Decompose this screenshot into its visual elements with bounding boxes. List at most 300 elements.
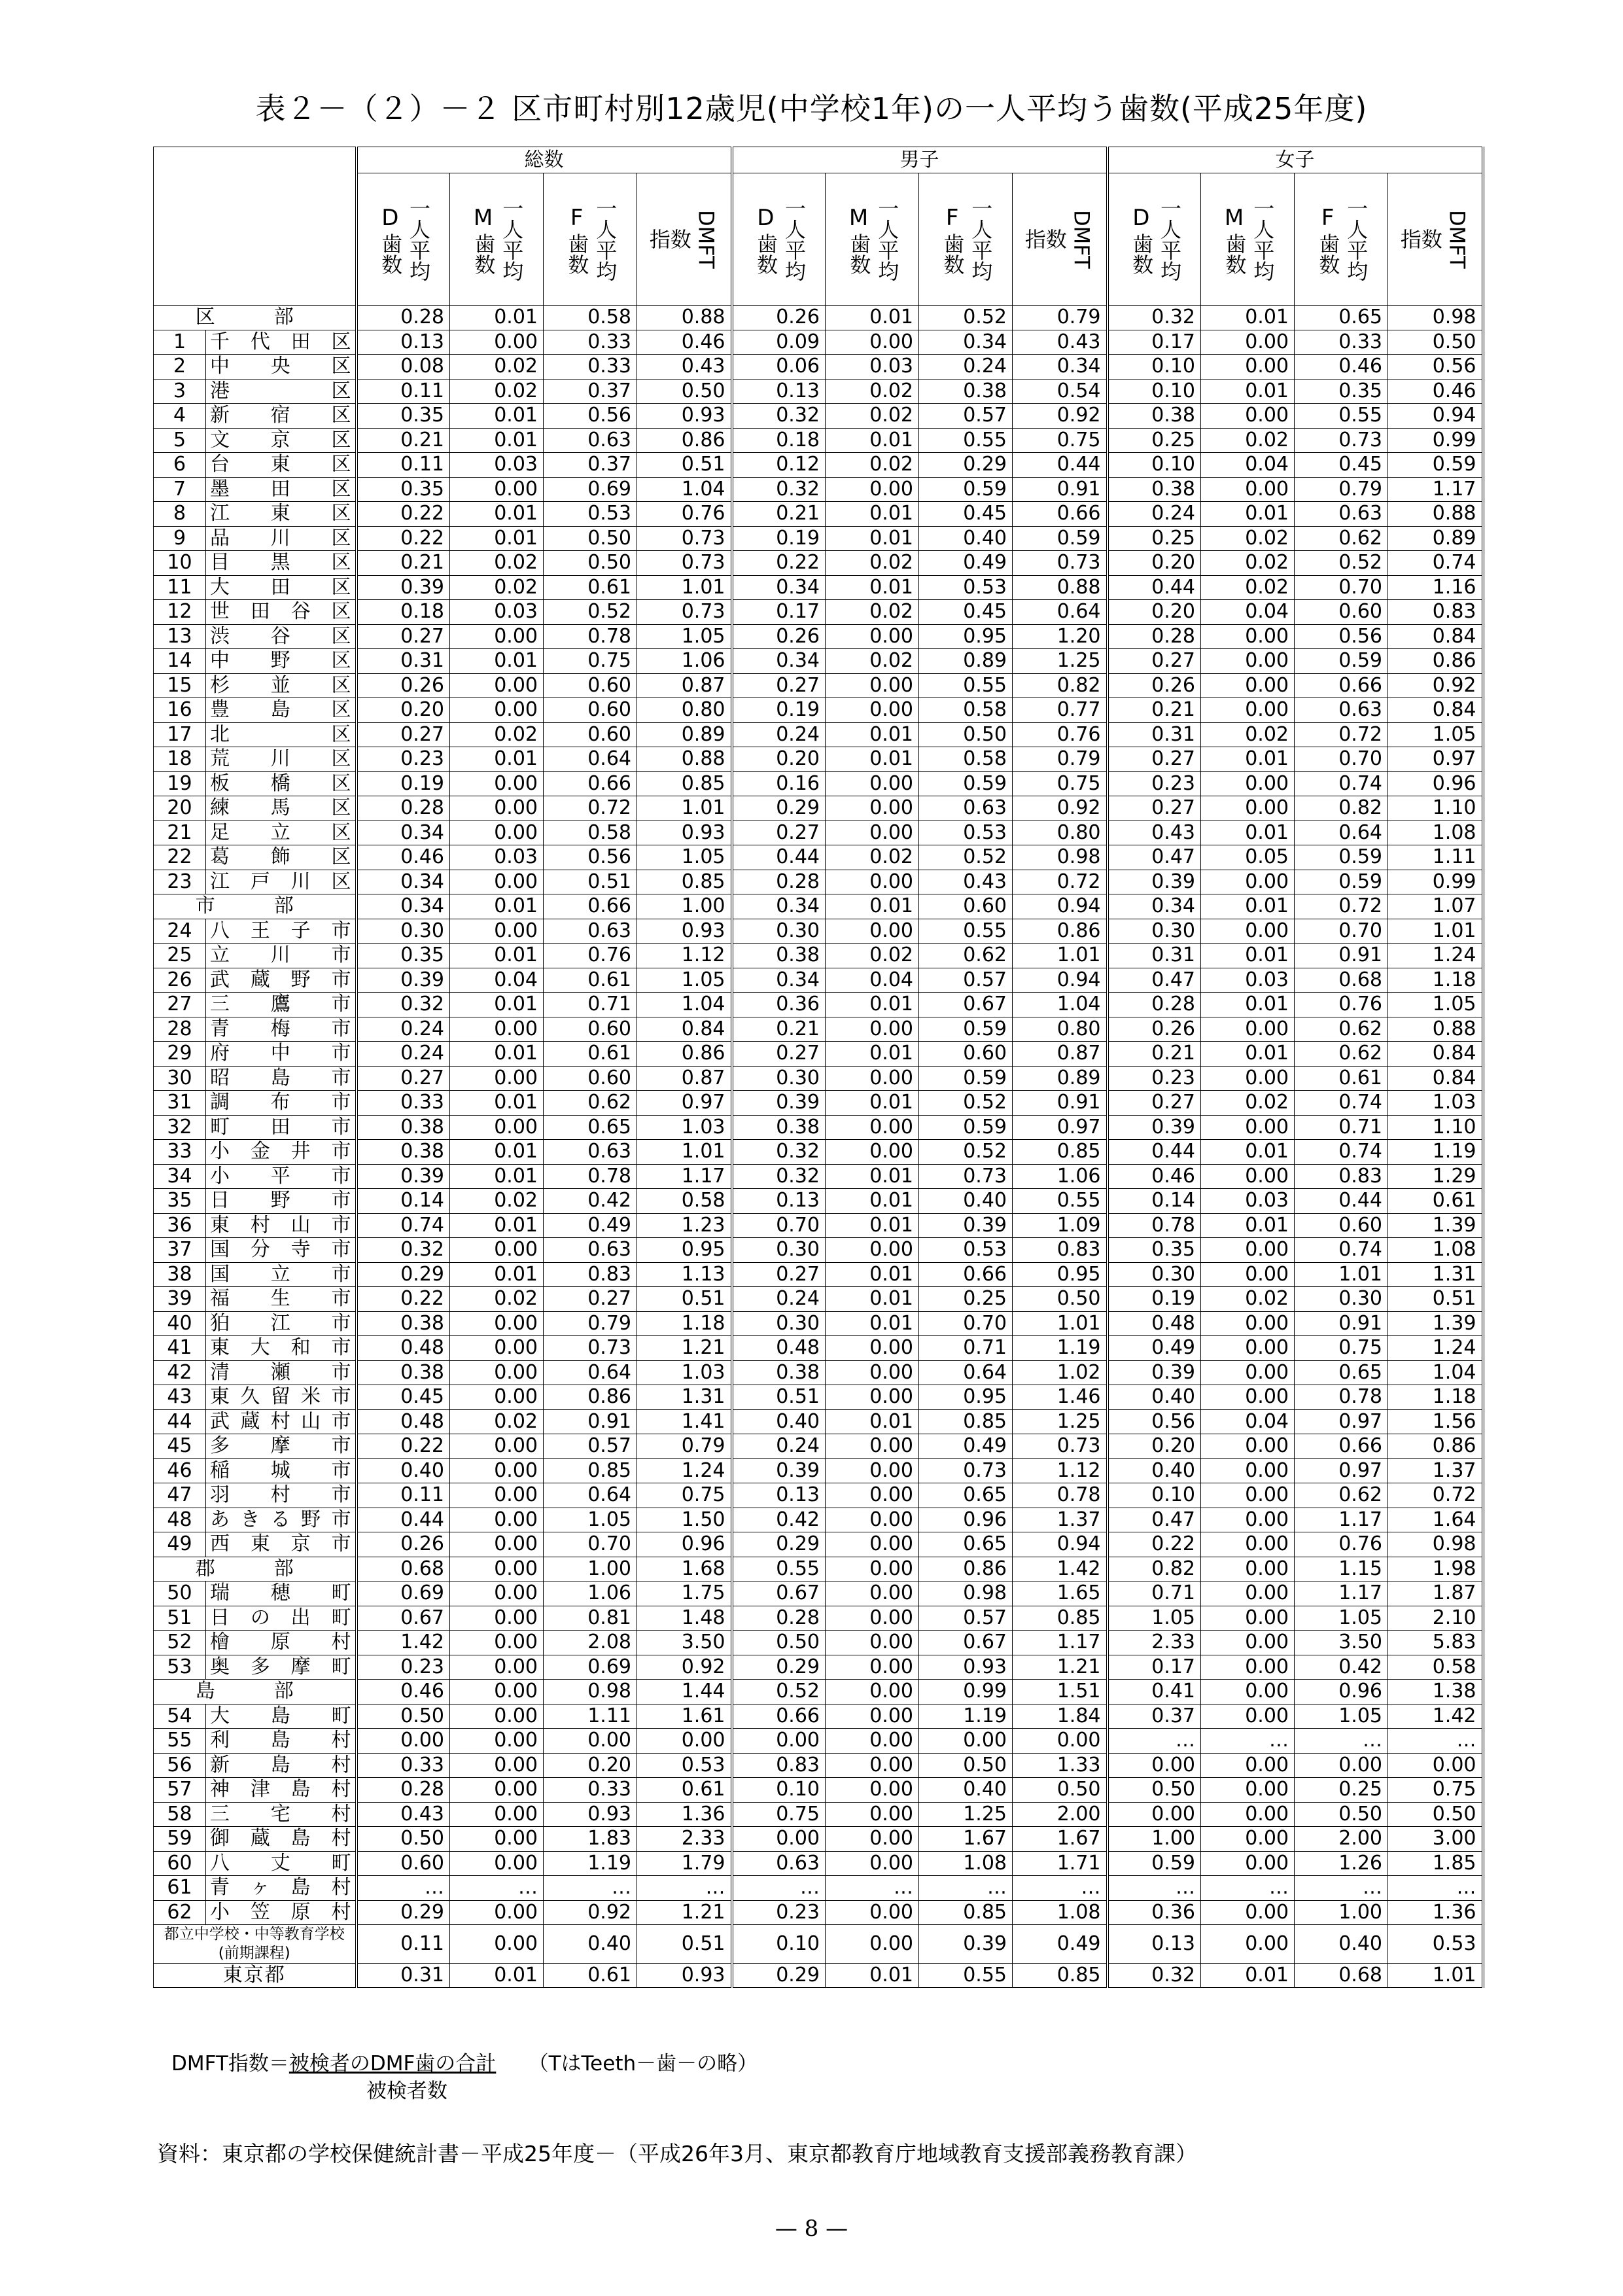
value-cell: 0.00 <box>1201 870 1295 894</box>
value-cell: 0.00 <box>826 919 919 944</box>
value-cell: 0.63 <box>544 1238 637 1263</box>
value-cell: 0.24 <box>1108 502 1201 527</box>
table-row <box>154 551 1483 576</box>
value-cell: 0.79 <box>637 1434 732 1459</box>
value-cell: 0.02 <box>826 379 919 404</box>
value-cell: 0.02 <box>826 404 919 429</box>
value-cell: 0.48 <box>1108 1311 1201 1336</box>
value-cell: 0.71 <box>544 993 637 1017</box>
col-vertical-text: 一人平均 <box>968 197 994 281</box>
value-cell: 0.70 <box>919 1311 1013 1336</box>
value-cell: 0.30 <box>357 919 450 944</box>
value-cell: 0.64 <box>1295 821 1388 845</box>
value-cell: 0.00 <box>826 1827 919 1852</box>
value-cell: 1.21 <box>637 1336 732 1361</box>
col-label: 歯数 <box>565 232 590 275</box>
value-cell: 0.67 <box>919 993 1013 1017</box>
value-cell: 0.56 <box>1108 1409 1201 1434</box>
row-number: 33 <box>154 1140 206 1165</box>
value-cell: 0.00 <box>826 1017 919 1042</box>
value-cell: 0.35 <box>1295 379 1388 404</box>
value-cell: 0.40 <box>1108 1458 1201 1483</box>
value-cell: 0.34 <box>732 968 826 993</box>
value-cell: 0.85 <box>544 1458 637 1483</box>
value-cell: 1.10 <box>1388 796 1483 821</box>
value-cell: 0.60 <box>919 894 1013 919</box>
value-cell: 0.01 <box>826 1287 919 1312</box>
value-cell: 0.91 <box>544 1409 637 1434</box>
municipality-name: 西東京市 <box>206 1532 357 1557</box>
value-cell: 0.53 <box>919 821 1013 845</box>
value-cell: 1.38 <box>1388 1680 1483 1704</box>
page-title: 表２－（２）－２ 区市町村別12歳児(中学校1年)の一人平均う歯数(平成25年度) <box>255 91 1368 126</box>
value-cell: 0.10 <box>732 1778 826 1803</box>
value-cell: 0.78 <box>1108 1213 1201 1238</box>
value-cell: 0.47 <box>1108 968 1201 993</box>
value-cell: 0.85 <box>637 771 732 796</box>
value-cell: 0.89 <box>637 722 732 747</box>
table-row <box>154 379 1483 404</box>
value-cell: 1.36 <box>637 1802 732 1827</box>
value-cell: 1.42 <box>1388 1704 1483 1729</box>
value-cell: 0.61 <box>637 1778 732 1803</box>
value-cell: … <box>732 1876 826 1901</box>
value-cell: 0.91 <box>1013 1091 1108 1116</box>
value-cell: 0.50 <box>732 1631 826 1655</box>
value-cell: 0.58 <box>544 821 637 845</box>
value-cell: 0.50 <box>919 722 1013 747</box>
municipality-name: 奥多摩町 <box>206 1655 357 1680</box>
row-number: 37 <box>154 1238 206 1263</box>
value-cell: 0.01 <box>450 1140 544 1165</box>
column-header <box>637 173 732 306</box>
value-cell: 1.11 <box>544 1704 637 1729</box>
value-cell: 0.00 <box>826 1655 919 1680</box>
value-cell: 0.02 <box>1201 1091 1295 1116</box>
value-cell: 0.03 <box>450 845 544 870</box>
municipality-name: 青ヶ島村 <box>206 1876 357 1901</box>
total-row <box>154 1963 1483 1988</box>
value-cell: 1.07 <box>1388 894 1483 919</box>
value-cell: 0.00 <box>1201 1164 1295 1189</box>
table-row <box>154 1876 1483 1901</box>
value-cell: 0.82 <box>1108 1557 1201 1581</box>
municipality-name: 品川区 <box>206 526 357 551</box>
col-label: 歯数 <box>1222 232 1248 275</box>
value-cell: 0.00 <box>450 1778 544 1803</box>
value-cell: 1.05 <box>1388 993 1483 1017</box>
row-number: 30 <box>154 1066 206 1091</box>
municipality-name: 小金井市 <box>206 1140 357 1165</box>
municipality-name: 東大和市 <box>206 1336 357 1361</box>
row-number: 12 <box>154 600 206 625</box>
value-cell: 1.44 <box>637 1680 732 1704</box>
value-cell: 0.00 <box>826 1900 919 1925</box>
value-cell: 0.65 <box>919 1483 1013 1508</box>
value-cell: 0.26 <box>1108 1017 1201 1042</box>
value-cell: 0.75 <box>1388 1778 1483 1803</box>
value-cell: 0.60 <box>919 1042 1013 1067</box>
value-cell: 0.00 <box>450 1606 544 1631</box>
value-cell: 0.39 <box>732 1458 826 1483</box>
value-cell: 0.01 <box>826 1189 919 1214</box>
value-cell: 0.87 <box>1013 1042 1108 1067</box>
value-cell: 0.00 <box>1201 477 1295 502</box>
table-row <box>154 1655 1483 1680</box>
value-cell: 1.33 <box>1013 1753 1108 1778</box>
value-cell: 0.50 <box>1108 1778 1201 1803</box>
value-cell: 0.37 <box>544 453 637 478</box>
value-cell: 0.66 <box>732 1704 826 1729</box>
row-number: 54 <box>154 1704 206 1729</box>
value-cell: 0.74 <box>1388 551 1483 576</box>
value-cell: 0.01 <box>1201 1140 1295 1165</box>
value-cell: 0.64 <box>544 1360 637 1385</box>
municipality-name: 小平市 <box>206 1164 357 1189</box>
value-cell: 0.30 <box>1295 1287 1388 1312</box>
value-cell: 0.59 <box>919 477 1013 502</box>
column-header <box>1013 173 1108 306</box>
value-cell: 0.74 <box>357 1213 450 1238</box>
value-cell: 0.66 <box>1295 1434 1388 1459</box>
value-cell: 0.01 <box>450 404 544 429</box>
value-cell: 0.00 <box>826 673 919 698</box>
value-cell: 0.88 <box>1013 575 1108 600</box>
value-cell: 0.00 <box>1201 698 1295 723</box>
value-cell: 0.00 <box>1201 1925 1295 1964</box>
value-cell: 0.30 <box>1108 919 1201 944</box>
value-cell: 1.01 <box>1013 944 1108 968</box>
municipality-name: 中野区 <box>206 649 357 674</box>
value-cell: 0.46 <box>1295 355 1388 380</box>
value-cell: 0.17 <box>732 600 826 625</box>
table-row <box>154 1827 1483 1852</box>
value-cell: 0.21 <box>357 428 450 453</box>
row-number: 31 <box>154 1091 206 1116</box>
value-cell: 0.00 <box>450 1336 544 1361</box>
value-cell: 0.27 <box>732 1262 826 1287</box>
value-cell: 0.39 <box>919 1213 1013 1238</box>
value-cell: 0.83 <box>1013 1238 1108 1263</box>
value-cell: 1.01 <box>1388 1963 1483 1988</box>
value-cell: 0.02 <box>826 944 919 968</box>
value-cell: 1.17 <box>1295 1581 1388 1606</box>
value-cell: 0.70 <box>1295 575 1388 600</box>
value-cell: 0.34 <box>732 649 826 674</box>
row-number: 53 <box>154 1655 206 1680</box>
value-cell: 0.23 <box>357 747 450 772</box>
value-cell: 0.60 <box>1295 1213 1388 1238</box>
value-cell: 0.00 <box>826 771 919 796</box>
value-cell: 0.02 <box>450 1189 544 1214</box>
col-label: 歯数 <box>754 232 779 275</box>
value-cell: 0.78 <box>544 1164 637 1189</box>
value-cell: 0.00 <box>1201 624 1295 649</box>
value-cell: 1.06 <box>544 1581 637 1606</box>
value-cell: 0.73 <box>544 1336 637 1361</box>
value-cell: 0.32 <box>1108 306 1201 330</box>
row-number: 23 <box>154 870 206 894</box>
col-letter: F <box>1321 205 1335 232</box>
value-cell: 0.39 <box>1108 870 1201 894</box>
value-cell: 0.44 <box>357 1508 450 1532</box>
value-cell: 0.98 <box>1388 306 1483 330</box>
value-cell: 0.00 <box>450 477 544 502</box>
municipality-name: 板橋区 <box>206 771 357 796</box>
value-cell: 0.10 <box>1108 355 1201 380</box>
value-cell: 0.20 <box>1108 551 1201 576</box>
value-cell: 0.96 <box>919 1508 1013 1532</box>
value-cell: 1.05 <box>1388 722 1483 747</box>
value-cell: 0.00 <box>450 1680 544 1704</box>
value-cell: 0.39 <box>357 968 450 993</box>
row-number: 49 <box>154 1532 206 1557</box>
value-cell: 0.52 <box>1295 551 1388 576</box>
value-cell: 0.37 <box>544 379 637 404</box>
value-cell: 0.00 <box>826 1238 919 1263</box>
value-cell: 0.94 <box>1013 894 1108 919</box>
value-cell: 0.50 <box>637 379 732 404</box>
value-cell: 0.01 <box>826 1042 919 1067</box>
value-cell: 0.24 <box>732 1434 826 1459</box>
row-number: 61 <box>154 1876 206 1901</box>
column-header <box>919 173 1013 306</box>
value-cell: … <box>637 1876 732 1901</box>
value-cell: 0.86 <box>1388 1434 1483 1459</box>
value-cell: … <box>1295 1729 1388 1754</box>
value-cell: 1.00 <box>1108 1827 1201 1852</box>
value-cell: 0.74 <box>1295 771 1388 796</box>
table-row <box>154 1581 1483 1606</box>
value-cell: 0.48 <box>732 1336 826 1361</box>
value-cell: 0.32 <box>732 404 826 429</box>
value-cell: 0.26 <box>357 1532 450 1557</box>
value-cell: 0.03 <box>450 600 544 625</box>
value-cell: 0.78 <box>1295 1385 1388 1410</box>
value-cell: … <box>919 1876 1013 1901</box>
value-cell: 0.00 <box>826 1925 919 1964</box>
value-cell: 1.02 <box>1013 1360 1108 1385</box>
value-cell: 1.75 <box>637 1581 732 1606</box>
value-cell: 0.00 <box>1201 1262 1295 1287</box>
row-number: 32 <box>154 1115 206 1140</box>
table-row <box>154 1164 1483 1189</box>
value-cell: 0.32 <box>732 1140 826 1165</box>
value-cell: 0.01 <box>450 1042 544 1067</box>
value-cell: 0.33 <box>357 1091 450 1116</box>
municipality-name: 福生市 <box>206 1287 357 1312</box>
formula-note: （TはTeeth－歯－の略） <box>528 2052 758 2075</box>
value-cell: 0.95 <box>919 624 1013 649</box>
municipality-name: 三鷹市 <box>206 993 357 1017</box>
value-cell: 1.04 <box>637 993 732 1017</box>
column-header <box>1295 173 1388 306</box>
col-label: 歯数 <box>471 232 497 275</box>
value-cell: 1.26 <box>1295 1851 1388 1876</box>
value-cell: 0.79 <box>1013 747 1108 772</box>
municipality-name: 国立市 <box>206 1262 357 1287</box>
value-cell: 0.04 <box>1201 1409 1295 1434</box>
value-cell: 0.23 <box>1108 771 1201 796</box>
value-cell: 0.00 <box>1201 1360 1295 1385</box>
value-cell: 0.00 <box>1201 1458 1295 1483</box>
row-number: 19 <box>154 771 206 796</box>
row-number: 34 <box>154 1164 206 1189</box>
value-cell: 0.30 <box>732 1066 826 1091</box>
value-cell: 0.25 <box>1295 1778 1388 1803</box>
value-cell: 0.46 <box>357 845 450 870</box>
value-cell: 0.00 <box>450 821 544 845</box>
value-cell: 0.60 <box>544 698 637 723</box>
value-cell: 0.00 <box>450 771 544 796</box>
value-cell: 0.03 <box>1201 1189 1295 1214</box>
table-row <box>154 968 1483 993</box>
value-cell: 1.46 <box>1013 1385 1108 1410</box>
value-cell: 0.38 <box>919 379 1013 404</box>
value-cell: 2.00 <box>1013 1802 1108 1827</box>
value-cell: 0.62 <box>1295 1042 1388 1067</box>
value-cell: 0.00 <box>544 1729 637 1754</box>
column-header <box>357 173 450 306</box>
table-row <box>154 1409 1483 1434</box>
value-cell: 0.00 <box>1201 649 1295 674</box>
row-number: 2 <box>154 355 206 380</box>
value-cell: 1.25 <box>1013 1409 1108 1434</box>
value-cell: 3.00 <box>1388 1827 1483 1852</box>
value-cell: 0.00 <box>1108 1802 1201 1827</box>
value-cell: 0.50 <box>544 551 637 576</box>
value-cell: 0.00 <box>826 1851 919 1876</box>
value-cell: 0.51 <box>544 870 637 894</box>
value-cell: 0.00 <box>826 870 919 894</box>
value-cell: 0.00 <box>826 1360 919 1385</box>
table-row <box>154 1385 1483 1410</box>
value-cell: 0.00 <box>1201 404 1295 429</box>
value-cell: 0.51 <box>637 453 732 478</box>
value-cell: 0.00 <box>450 624 544 649</box>
value-cell: 0.00 <box>826 821 919 845</box>
column-header <box>544 173 637 306</box>
municipality-name: 千代田区 <box>206 330 357 355</box>
value-cell: 0.00 <box>1201 330 1295 355</box>
value-cell: 0.21 <box>732 502 826 527</box>
value-cell: 0.20 <box>544 1753 637 1778</box>
value-cell: 0.72 <box>1295 722 1388 747</box>
value-cell: 0.61 <box>1295 1066 1388 1091</box>
value-cell: 0.05 <box>1201 845 1295 870</box>
value-cell: 0.01 <box>450 428 544 453</box>
value-cell: 0.01 <box>450 747 544 772</box>
value-cell: 0.00 <box>1201 1655 1295 1680</box>
value-cell: 0.02 <box>450 379 544 404</box>
value-cell: 0.00 <box>450 796 544 821</box>
value-cell: 0.20 <box>1108 600 1201 625</box>
row-number: 40 <box>154 1311 206 1336</box>
formula-numerator: 被検者のDMF歯の合計 <box>288 2052 497 2075</box>
value-cell: 0.34 <box>1013 355 1108 380</box>
value-cell: 0.33 <box>544 330 637 355</box>
municipality-name: 利島村 <box>206 1729 357 1754</box>
value-cell: 0.00 <box>826 1434 919 1459</box>
value-cell: 0.85 <box>1013 1606 1108 1631</box>
row-number: 59 <box>154 1827 206 1852</box>
value-cell: 0.97 <box>637 1091 732 1116</box>
value-cell: 0.39 <box>919 1925 1013 1964</box>
value-cell: 0.63 <box>732 1851 826 1876</box>
value-cell: 0.01 <box>450 649 544 674</box>
value-cell: 0.98 <box>1388 1532 1483 1557</box>
municipality-name: 狛江市 <box>206 1311 357 1336</box>
value-cell: 0.24 <box>732 1287 826 1312</box>
col-vertical-text: 一人平均 <box>593 197 618 281</box>
source-note: 資料：東京都の学校保健統計書－平成25年度－（平成26年3月、東京都教育庁地域教育支援部義務教育課） <box>157 2141 1197 2166</box>
value-cell: 0.97 <box>1388 747 1483 772</box>
value-cell: 1.03 <box>637 1360 732 1385</box>
value-cell: 0.83 <box>544 1262 637 1287</box>
table-row <box>154 1262 1483 1287</box>
value-cell: 0.86 <box>637 1042 732 1067</box>
value-cell: 0.85 <box>1013 1140 1108 1165</box>
value-cell: 0.28 <box>357 796 450 821</box>
value-cell: 0.49 <box>1013 1925 1108 1964</box>
value-cell: 0.02 <box>1201 526 1295 551</box>
value-cell: 0.22 <box>357 526 450 551</box>
table-row <box>154 1729 1483 1754</box>
value-cell: 0.47 <box>1108 845 1201 870</box>
value-cell: 0.28 <box>732 1606 826 1631</box>
value-cell: 0.38 <box>732 1360 826 1385</box>
value-cell: 1.36 <box>1388 1900 1483 1925</box>
col-label: 歯数 <box>1129 232 1155 275</box>
value-cell: 0.53 <box>1388 1925 1483 1964</box>
value-cell: 0.00 <box>1201 1238 1295 1263</box>
value-cell: 0.69 <box>544 477 637 502</box>
row-number: 7 <box>154 477 206 502</box>
value-cell: 1.00 <box>637 894 732 919</box>
value-cell: 0.73 <box>1013 551 1108 576</box>
value-cell: 0.50 <box>1388 1802 1483 1827</box>
value-cell: 0.01 <box>450 894 544 919</box>
value-cell: 0.57 <box>919 1606 1013 1631</box>
value-cell: 0.21 <box>1108 1042 1201 1067</box>
value-cell: 0.34 <box>1108 894 1201 919</box>
value-cell: 0.00 <box>826 1557 919 1581</box>
value-cell: 0.97 <box>1013 1115 1108 1140</box>
table-row <box>154 526 1483 551</box>
value-cell: 0.22 <box>357 1434 450 1459</box>
page-number: — 8 — <box>775 2216 848 2242</box>
value-cell: 0.61 <box>544 968 637 993</box>
value-cell: 0.57 <box>919 404 1013 429</box>
col-label: 指数 <box>1400 226 1442 252</box>
row-number: 5 <box>154 428 206 453</box>
table-row <box>154 1017 1483 1042</box>
value-cell: 0.00 <box>450 1851 544 1876</box>
value-cell: 0.36 <box>732 993 826 1017</box>
value-cell: 0.55 <box>1013 1189 1108 1214</box>
value-cell: 0.43 <box>357 1802 450 1827</box>
row-number: 18 <box>154 747 206 772</box>
value-cell: 1.39 <box>1388 1213 1483 1238</box>
value-cell: 0.00 <box>1201 1827 1295 1852</box>
value-cell: 2.33 <box>1108 1631 1201 1655</box>
value-cell: 1.01 <box>637 1140 732 1165</box>
value-cell: 0.51 <box>637 1287 732 1312</box>
col-letter: M <box>1224 205 1244 232</box>
value-cell: 0.48 <box>357 1409 450 1434</box>
value-cell: 0.00 <box>450 1925 544 1964</box>
table-row <box>154 1434 1483 1459</box>
